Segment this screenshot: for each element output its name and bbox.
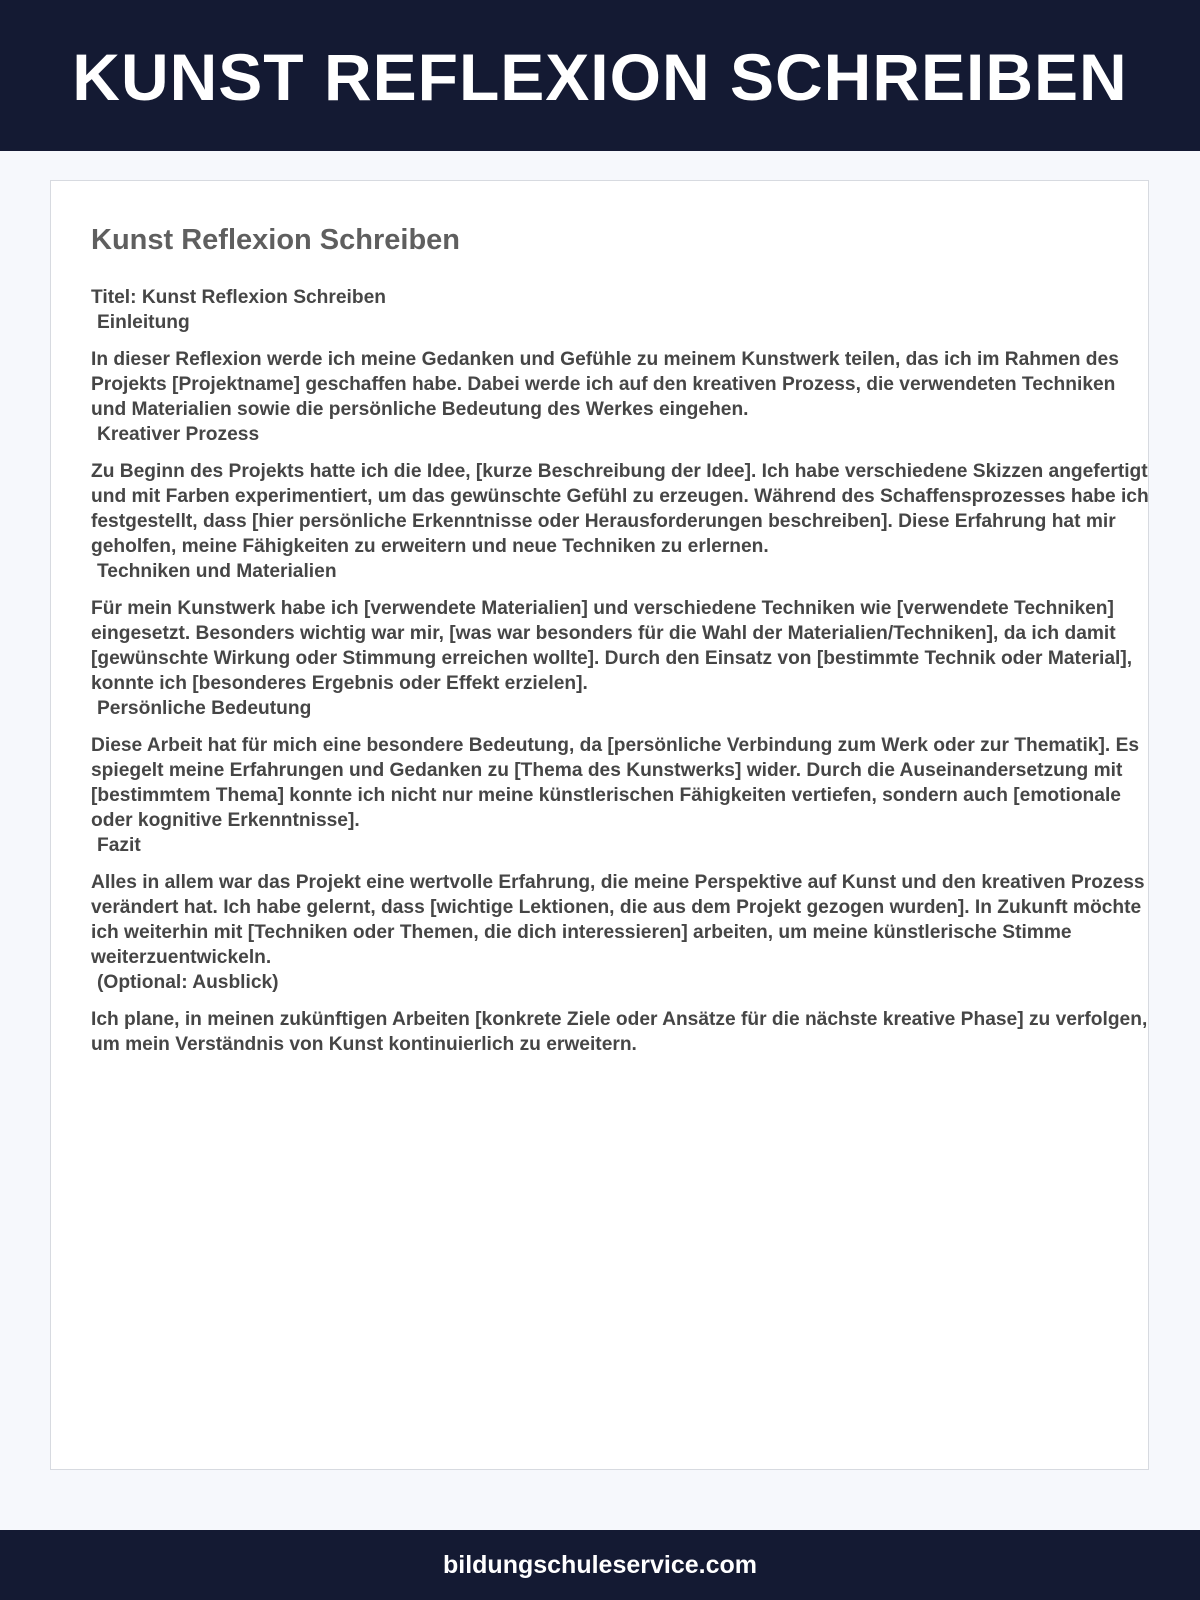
- section-text-fazit: Alles in allem war das Projekt eine wertvolle Erfahrung, die meine Perspektive auf Kunst und den kreativen Prozess verändert hat. Ich habe gelernt, dass [wichtige Lektionen, die aus dem Projekt gezogen wurden]. In Zukunft möchte ich weiterhin mit [Techniken oder Themen, die dich interessieren] arbeiten, um meine künstlerische Stimme weiterzuentwickeln.: [91, 872, 1145, 968]
- section-heading-fazit: Fazit: [97, 835, 141, 856]
- section-heading-ausblick: (Optional: Ausblick): [97, 972, 279, 993]
- section-text-kreativer-prozess: Zu Beginn des Projekts hatte ich die Idee, [kurze Beschreibung der Idee]. Ich habe verschiedene Skizzen angefertigt und mit Farben experimentiert, um das gewünschte Gefühl zu erzeugen. Während des Schaffensprozesses habe ich festgestellt, dass [hier persönliche Erkenntnisse oder Herausforderungen beschreiben]. Diese Erfahrung hat mir geholfen, meine Fähigkeiten zu erweitern und neue Techniken zu erlernen.: [91, 461, 1149, 557]
- header-banner: [0, 0, 1200, 151]
- document-card: [50, 180, 1149, 1470]
- document-body: [91, 285, 1151, 1057]
- title-line: Titel: Kunst Reflexion Schreiben: [91, 287, 386, 308]
- section-text-ausblick: Ich plane, in meinen zukünftigen Arbeiten [konkrete Ziele oder Ansätze für die nächste kreative Phase] zu verfolgen, um mein Verständnis von Kunst kontinuierlich zu erweitern.: [91, 1009, 1148, 1055]
- section-heading-kreativer-prozess: Kreativer Prozess: [97, 424, 260, 445]
- document-heading: Kunst Reflexion Schreiben: [91, 224, 461, 256]
- footer-site-name: bildungschuleservice.com: [443, 1550, 757, 1579]
- section-heading-techniken: Techniken und Materialien: [97, 561, 337, 582]
- section-text-einleitung: In dieser Reflexion werde ich meine Gedanken und Gefühle zu meinem Kunstwerk teilen, das ich im Rahmen des Projekts [Projektname] geschaffen habe. Dabei werde ich auf den kreativen Prozess, die verwendeten Techniken und Materialien sowie die persönliche Bedeutung des Werkes eingehen.: [91, 349, 1119, 420]
- footer-banner: [0, 1530, 1200, 1600]
- section-text-bedeutung: Diese Arbeit hat für mich eine besondere Bedeutung, da [persönliche Verbindung zum Werk oder zur Thematik]. Es spiegelt meine Erfahrungen und Gedanken zu [Thema des Kunstwerks] wider. Durch die Auseinandersetzung mit [bestimmtem Thema] konnte ich nicht nur meine künstlerischen Fähigkeiten vertiefen, sondern auch [emotionale oder kognitive Erkenntnisse].: [91, 735, 1140, 831]
- section-heading-bedeutung: Persönliche Bedeutung: [97, 698, 312, 719]
- page-title: KUNST REFLEXION SCHREIBEN: [72, 39, 1128, 114]
- document-content: [91, 221, 1151, 1057]
- section-heading-einleitung: Einleitung: [97, 312, 190, 333]
- section-text-techniken: Für mein Kunstwerk habe ich [verwendete Materialien] und verschiedene Techniken wie [verwendete Techniken] eingesetzt. Besonders wichtig war mir, [was war besonders für die Wahl der Materialien/Techniken], da ich damit [gewünschte Wirkung oder Stimmung erreichen wollte]. Durch den Einsatz von [bestimmte Technik oder Material], konnte ich [besonderes Ergebnis oder Effekt erzielen].: [91, 598, 1133, 694]
